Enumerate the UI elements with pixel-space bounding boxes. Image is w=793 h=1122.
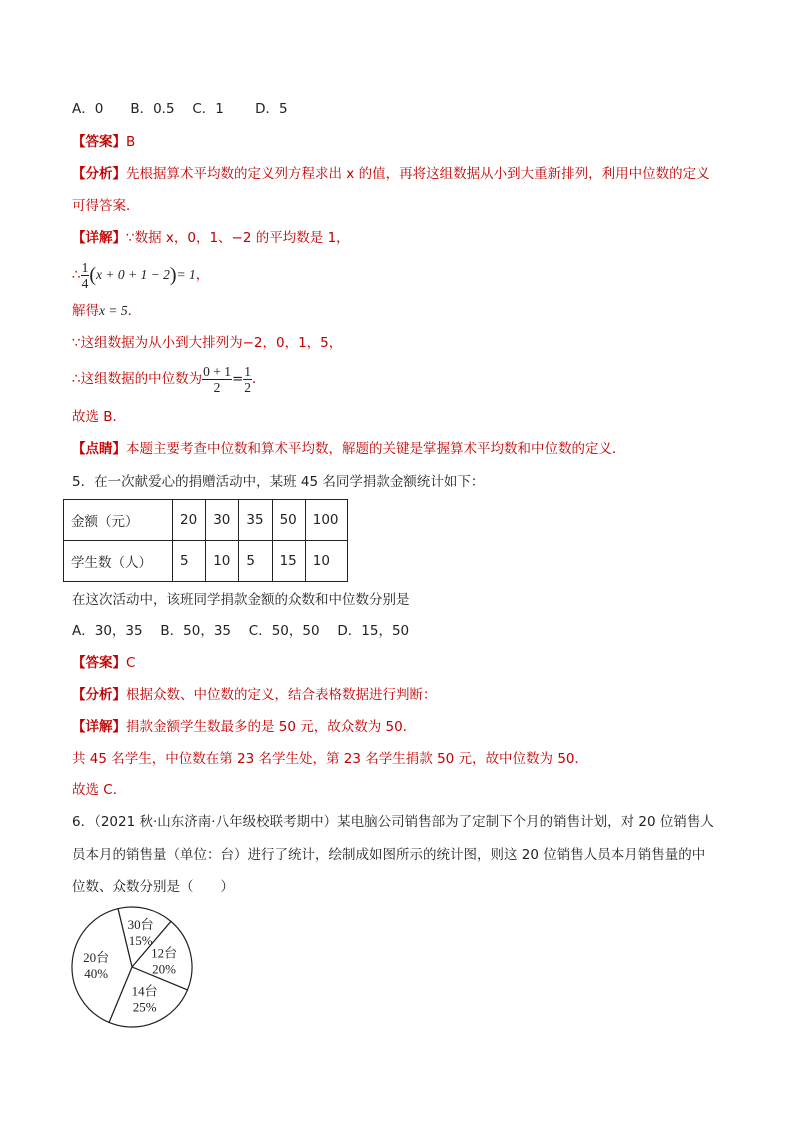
detail-text-1c: 的平均数是 [255,230,324,246]
table-cell: 50 [272,500,305,541]
q4-equation [72,258,209,292]
table-cell: 5 [173,541,206,582]
order-text-c: ， [328,335,343,351]
q4-median [72,362,266,396]
solve-end: ． [127,303,142,319]
table-cell: 30 [206,500,239,541]
q6-stem-line1: 6．（2021 秋·山东济南·八年级校联考期中）某电脑公司销售部为了定制下个月的销售计划，对 20 位销售人 [72,814,714,830]
q5-choose: 故选 C． [72,782,127,798]
sales-pie-chart [70,903,200,1033]
solve-eq: x = 5 [99,303,128,318]
donation-table [63,499,348,582]
q6-stem-line2: 员本月的销售量（单位：台）进行了统计，绘制成如图所示的统计图，则这 20 位销售人员本月销售量的中 [72,847,706,863]
analysis-tag: 【分析】 [72,166,126,182]
eq-tail: = 1 [176,267,196,282]
analysis-tag: 【分析】 [72,687,126,703]
q4-analysis-line1 [72,164,710,184]
q4-detail-line1 [72,228,350,248]
pie-category-label: 14台 [131,983,158,999]
analysis-text: 根据众数、中位数的定义，结合表格数据进行判断： [126,687,437,703]
q5-detail-line1 [72,717,416,737]
table-cell: 35 [239,500,272,541]
pie-percent-label: 15% [128,932,153,948]
median-res-num: 1 [244,363,252,379]
eq-frac-num: 1 [81,259,89,275]
table-cell: 10 [305,541,347,582]
q5-analysis [72,685,437,705]
table-row [64,500,348,541]
pie-category-label: 20台 [83,950,110,966]
answer-tag: 【答案】 [72,134,126,150]
table-row [64,541,348,582]
q5-detail-line2: 共 45 名学生，中位数在第 23 名学生处，第 23 名学生捐款 50 元，故中位数为 50． [72,751,589,767]
q4-choose: 故选 B． [72,409,127,425]
pie-percent-label: 40% [84,966,109,982]
table-cell: 10 [206,541,239,582]
median-text-a: ∴这组数据的中位数为 [72,371,203,387]
detail-tag: 【详解】 [72,230,126,246]
q5-options: A．30，35 B．50，35 C．50，50 D．15，50 [72,623,410,639]
q5-answer [72,653,135,673]
pie-category-label: 30台 [127,916,154,932]
median-frac-num: 0 + 1 [203,363,231,379]
pie-percent-label: 25% [132,999,157,1015]
q4-order [72,333,342,353]
table-cell: 20 [173,500,206,541]
eq-frac-den: 4 [81,275,89,291]
detail-text-1d: 1 [327,230,337,246]
answer-value: C [126,655,136,671]
eq-prefix: ∴ [72,267,81,283]
table-cell: 100 [305,500,347,541]
eq-body: x + 0 + 1 − 2 [96,267,170,282]
comment-tag: 【点睛】 [72,441,126,457]
q6-stem-line3: 位数、众数分别是（ ） [72,879,234,895]
q4-comment [72,439,626,459]
q4-options: A．0 B．0.5 C．1 D．5 [72,101,288,117]
median-result-fraction [243,364,252,395]
analysis-text-1: 先根据算术平均数的定义列方程求出 [126,166,342,182]
detail-text-1a: ∵数据 [126,230,162,246]
answer-tag: 【答案】 [72,655,126,671]
median-eq: = [231,371,244,387]
median-res-den: 2 [244,379,252,395]
detail-text-1b: x，0，1、−2 [165,230,252,246]
answer-value: B [126,134,136,150]
pie-percent-label: 20% [152,961,177,977]
q4-answer [72,132,135,152]
table-row-header: 学生数（人） [64,541,173,582]
solve-prefix: 解得 [72,303,99,319]
eq-open-paren: ( [89,264,97,286]
q5-question: 在这次活动中，该班同学捐款金额的众数和中位数分别是 [72,592,410,608]
q4-solve [72,301,141,321]
order-text-a: ∵这组数据为从小到大排列为 [72,335,243,351]
detail-text-1e: ， [336,230,350,246]
table-cell: 15 [272,541,305,582]
detail-tag: 【详解】 [72,719,126,735]
table-row-header: 金额（元） [64,500,173,541]
order-text-b: −2，0，1，5 [242,335,329,351]
comment-text: 本题主要考查中位数和算术平均数，解题的关键是掌握算术平均数和中位数的定义． [126,441,626,457]
q4-analysis-line2: 可得答案． [72,198,140,214]
detail-text-1: 捐款金额学生数最多的是 50 元，故众数为 50． [126,719,417,735]
analysis-text-2: 的值，再将这组数据从小到大重新排列，利用中位数的定义 [358,166,710,182]
median-fraction [202,364,232,395]
pie-category-label: 12台 [151,945,178,961]
q5-stem: 5．在一次献爱心的捐赠活动中，某班 45 名同学捐款金额统计如下： [72,474,485,490]
median-frac-den: 2 [213,379,221,395]
table-cell: 5 [239,541,272,582]
eq-close-paren: ) [169,264,177,286]
median-end: ． [252,371,266,387]
eq-end: ， [195,267,210,283]
analysis-var-x: x [346,166,355,182]
